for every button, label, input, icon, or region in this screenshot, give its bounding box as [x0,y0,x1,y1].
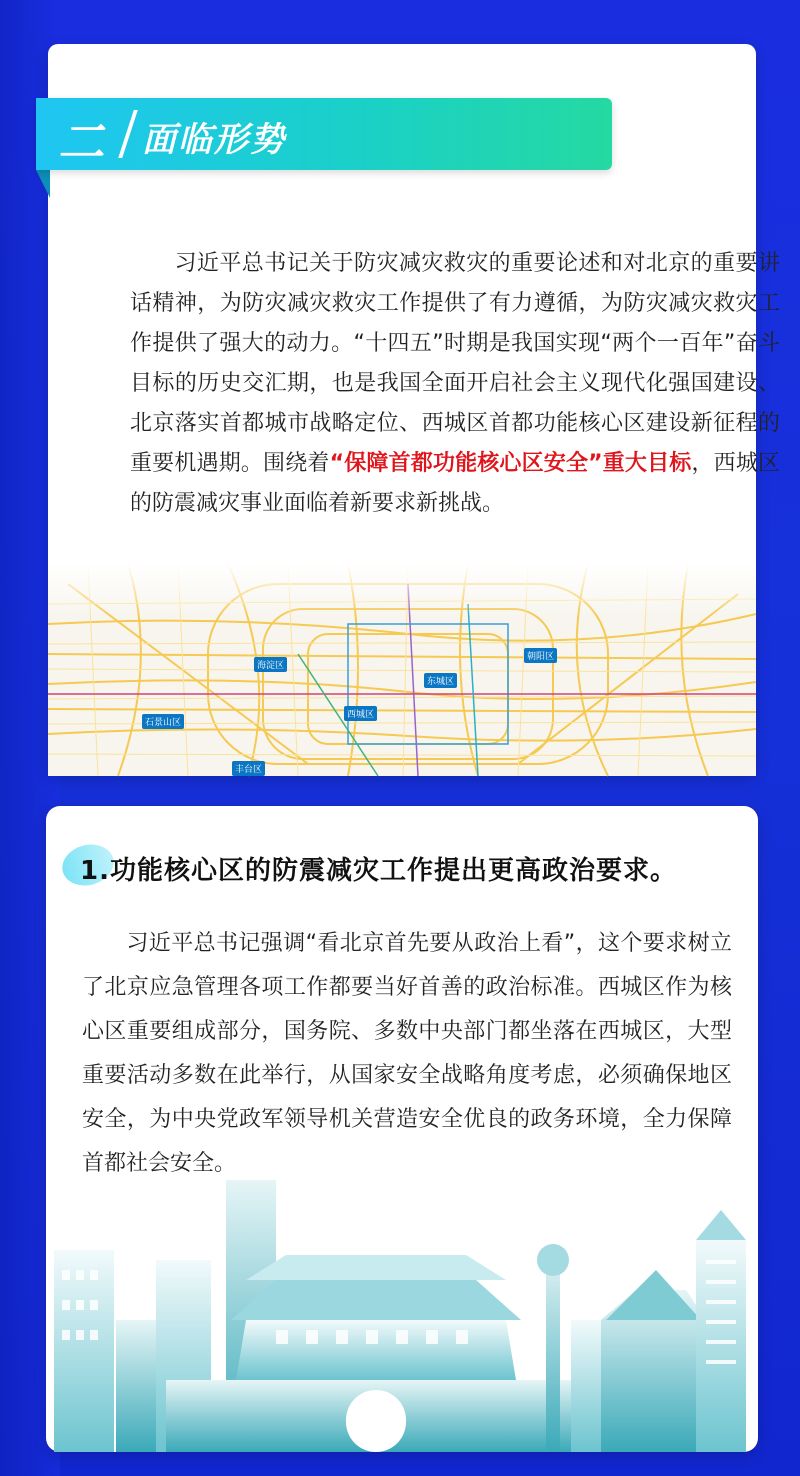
map-label-shijingshan: 石景山区 [142,714,184,729]
highlight-goal: “保障首都功能核心区安全”重大目标 [329,451,692,476]
situation-paragraph [130,244,780,524]
section-title: 面临形势 [142,120,286,160]
section-banner [36,98,612,170]
map-label-fengtai: 丰台区 [232,761,265,776]
political-requirement-text: 习近平总书记强调“看北京首先要从政治上看”，这个要求树立了北京应急管理各项工作都要当好首善的政治标准。西城区作为核心区重要组成部分，国务院、多数中央部门都坐落在西城区，大型重要活动多数在此举行，从国家安全战略角度考虑，必须确保地区安全，为中央党政军领导机关营造安全优良的政务环境，全力保障首都社会安全。 [82,931,732,1176]
situation-text-part2: ，西城区的防震减灾事业面临着新要求新挑战。 [130,451,780,516]
map-label-dongcheng: 东城区 [424,673,457,688]
map-label-xicheng: 西城区 [344,706,377,721]
section-number: 二 [58,115,106,169]
map-label-chaoyang: 朝阳区 [524,648,557,663]
political-requirement-paragraph [82,922,732,1186]
situation-text-part1: 习近平总书记关于防灾减灾救灾的重要论述和对北京的重要讲话精神，为防灾减灾救灾工作提供了有力遵循，为防灾减灾救灾工作提供了强大的动力。“十四五”时期是我国实现“两个一百年”奋斗目标的历史交汇期，也是我国全面开启社会主义现代化强国建设、北京落实首都城市战略定位、西城区首都功能核心区建设新征程的重要机遇期。围绕着 [130,251,780,476]
map-label-haidian: 海淀区 [254,657,287,672]
banner-fold [36,170,50,198]
banner-divider [118,110,138,158]
beijing-road-map [48,564,756,776]
city-skyline-illustration [46,1170,758,1452]
subsection-title: 1.功能核心区的防震减灾工作提出更高政治要求。 [80,856,677,886]
